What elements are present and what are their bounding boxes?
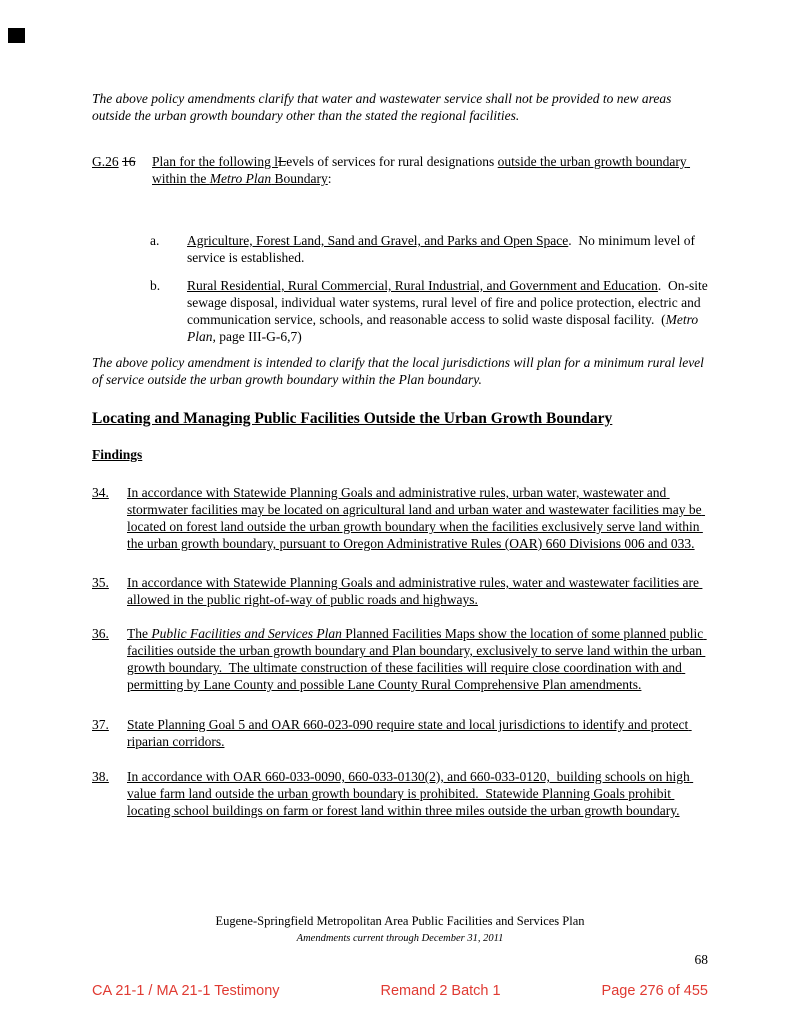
italic-inserted-text: Public Facilities and Services Plan bbox=[151, 626, 346, 641]
finding-37 bbox=[92, 716, 708, 750]
inserted-text: State Planning Goal 5 and OAR 660-023-090 require state and local jurisdictions to identify and protect riparian corridors. bbox=[127, 717, 692, 749]
text-run: . On-site sewage disposal, individual water systems, rural level of fire and police protection, electric and communication service, schools, and reasonable access to solid waste disposal facility. ( bbox=[187, 278, 712, 327]
deleted-number: 16 bbox=[122, 154, 136, 169]
underlined-text: Agriculture, Forest Land, Sand and Gravel, and Parks and Open Space bbox=[187, 233, 569, 248]
inserted-text: In accordance with OAR 660-033-0090, 660-033-0130(2), and 660-033-0120, building schools on high value farm land outside the urban growth boundary is prohibited. Statewide Planning Goals prohibit locating school buildings on farm or forest land within three miles outside the urban growth boundary. bbox=[127, 769, 694, 818]
inserted-text: In accordance with Statewide Planning Goals and administrative rules, water and wastewater facilities are allowed in the public right-of-way of public roads and highways. bbox=[127, 575, 703, 607]
stamp-batch-label: Remand 2 Batch 1 bbox=[380, 983, 501, 999]
inserted-text: Plan for the following l bbox=[152, 154, 278, 169]
stamp-page-label: Page 276 of 455 bbox=[601, 983, 708, 999]
sub-item-label: b. bbox=[150, 278, 161, 293]
finding-number: 34. bbox=[92, 485, 109, 500]
finding-36 bbox=[92, 625, 708, 693]
finding-number: 35. bbox=[92, 575, 109, 590]
deleted-text: L bbox=[277, 154, 287, 169]
italic-text: The above policy amendment is intended to clarify that the local jurisdictions will plan for a minimum rural level of service outside the urban growth boundary within the Plan boundary. bbox=[92, 355, 704, 387]
sub-item-a bbox=[150, 232, 708, 266]
finding-38 bbox=[92, 768, 708, 819]
policy-amendment-note bbox=[92, 354, 708, 388]
inserted-number: G.26 bbox=[92, 154, 119, 169]
intro-policy-note bbox=[92, 90, 708, 124]
text-run: . No minimum level of service is established. bbox=[187, 233, 699, 265]
sub-item-b bbox=[150, 277, 712, 345]
plan-title: Eugene-Springfield Metropolitan Area Public Facilities and Services Plan bbox=[215, 914, 585, 928]
text-run: : bbox=[327, 171, 332, 186]
italic-text: Metro Plan, bbox=[187, 312, 702, 344]
section-heading: Locating and Managing Public Facilities Outside the Urban Growth Boundary bbox=[92, 410, 613, 427]
stamp-case-label: CA 21-1 / MA 21-1 Testimony bbox=[92, 983, 280, 999]
text-run: page III-G-6,7) bbox=[215, 329, 302, 344]
finding-34 bbox=[92, 484, 708, 552]
finding-text bbox=[127, 716, 708, 750]
italic-inserted-text: Metro Plan bbox=[209, 171, 272, 186]
findings-heading: Findings bbox=[92, 447, 143, 462]
page-content bbox=[92, 90, 712, 819]
italic-text: The above policy amendments clarify that water and wastewater service shall not be provided to new areas outside the urban growth boundary other than the stated the regional facilities. bbox=[92, 91, 672, 123]
amendments-note: Amendments current through December 31, 2011 bbox=[296, 933, 504, 944]
text-run: evels of services for rural designations bbox=[286, 154, 498, 169]
inserted-text: The bbox=[127, 626, 152, 641]
sub-item-label: a. bbox=[150, 233, 160, 248]
finding-number: 38. bbox=[92, 769, 109, 784]
inserted-text: outside the urban growth boundary within the bbox=[152, 154, 691, 186]
finding-text bbox=[127, 625, 708, 693]
sub-item-text bbox=[187, 277, 712, 345]
policy-item-g26 bbox=[92, 153, 708, 187]
finding-number: 37. bbox=[92, 717, 109, 732]
page-number: 68 bbox=[694, 952, 708, 967]
sub-item-text bbox=[187, 232, 708, 266]
finding-35 bbox=[92, 574, 708, 608]
scan-artifact-mark bbox=[8, 28, 25, 43]
finding-text bbox=[127, 768, 708, 819]
policy-text bbox=[152, 153, 708, 187]
page-footer bbox=[0, 914, 800, 946]
bates-stamp-row bbox=[92, 983, 708, 1000]
inserted-text: Planned Facilities Maps show the location of some planned public facilities outside the urban growth boundary and Plan boundary, exclusively to serve land within the urban growth boundary. The ultimate construction of these facilities will require close coordination with and permitting by Lane County and possible Lane County Rural Comprehensive Plan amendments. bbox=[127, 626, 707, 692]
inserted-text: Boundary bbox=[274, 171, 328, 186]
finding-text bbox=[127, 484, 708, 552]
finding-number: 36. bbox=[92, 626, 109, 641]
underlined-text: Rural Residential, Rural Commercial, Rural Industrial, and Government and Education bbox=[187, 278, 658, 293]
inserted-text: In accordance with Statewide Planning Goals and administrative rules, urban water, wastewater and stormwater facilities may be located on agricultural land and urban water and wastewater facilities may be located on forest land outside the urban growth boundary when the facilities exclusively serve land within the urban growth boundary, pursuant to Oregon Administrative Rules (OAR) 660 Divisions 006 and 033. bbox=[127, 485, 706, 551]
finding-text bbox=[127, 574, 708, 608]
policy-number bbox=[92, 153, 152, 187]
